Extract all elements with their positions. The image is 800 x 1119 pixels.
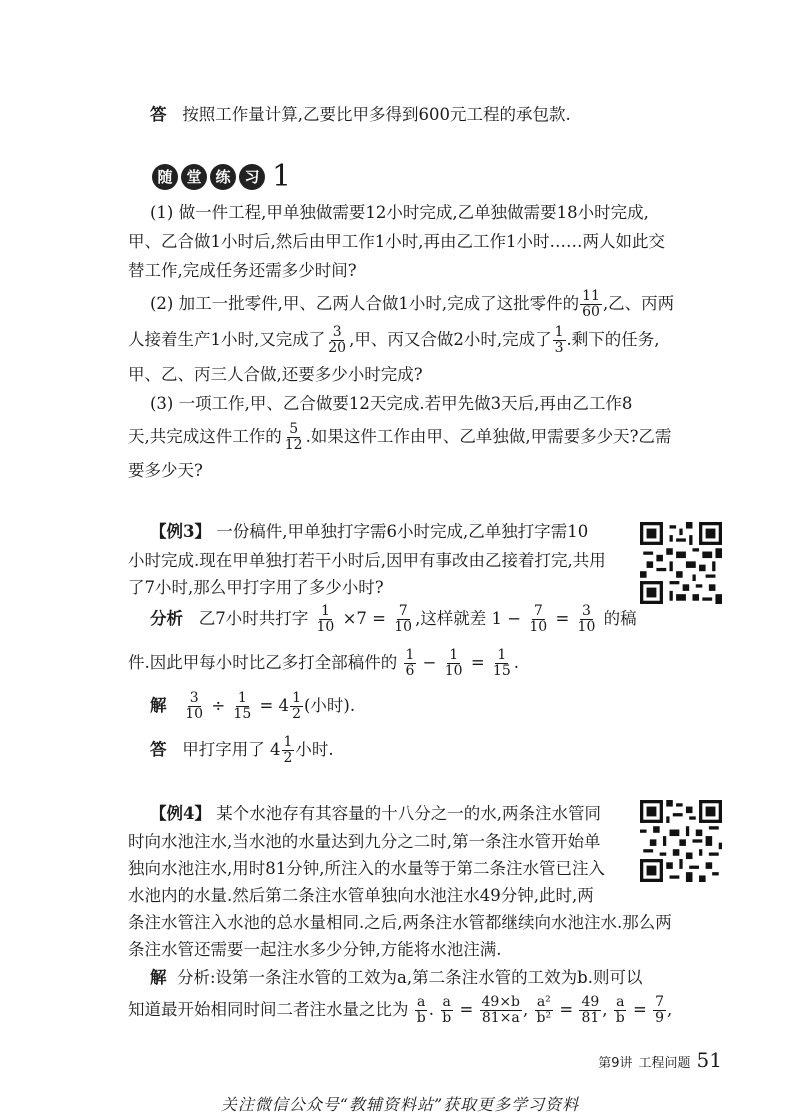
fraction: $\frac{1}{6}$ bbox=[405, 647, 415, 679]
fraction: $\frac{1}{10}$ bbox=[316, 603, 335, 635]
fraction: $\frac{a}{b}$ bbox=[416, 994, 426, 1026]
fraction: $\frac{49}{81}$ bbox=[581, 994, 600, 1026]
ex4-solution-line1: 解 分析:设第一条注水管的工效为a,第二条注水管的工效为b.则可以 bbox=[150, 968, 643, 987]
ex3-analysis-line1: 分析 乙7小时共打字 $\frac{1}{10}$ ×7 = $\frac{7}{10}$ ,这样就差 1 − $\frac{7}{10}$ = $\frac{3}{10}$ 的稿 bbox=[150, 603, 637, 635]
ex3-solution: 解 $\frac{3}{10}$ ÷ $\frac{1}{15}$ = 4 $\frac{1}{2}$ (小时). bbox=[150, 690, 356, 722]
fraction: $\frac{7}{9}$ bbox=[655, 994, 664, 1026]
fraction: $\frac{3}{20}$ bbox=[328, 324, 347, 356]
practice-p1-line1: (1) 做一件工程,甲单独做需要12小时完成,乙单独做需要18小时完成, bbox=[150, 203, 649, 222]
fraction: $\frac{a}{b}$ bbox=[442, 994, 452, 1026]
practice-badge-1: 随 bbox=[152, 164, 178, 190]
practice-p3-line3: 要多少天? bbox=[128, 461, 203, 480]
practice-badge-3: 练 bbox=[210, 164, 236, 190]
ex4-line5: 条注水管注入水池的总水量相同.之后,两条注水管都继续向水池注水.那么两 bbox=[128, 913, 672, 932]
fraction: $\frac{\text{a²}}{\text{b²}}$ bbox=[536, 994, 552, 1026]
fraction: $\frac{1}{15}$ bbox=[492, 647, 511, 679]
ex4-line3: 独向水池注水,用时81分钟,所注入的水量等于第二条注水管已注入 bbox=[128, 859, 605, 878]
practice-p2-line1: (2) 加工一批零件,甲、乙两人合做1小时,完成了这批零件的 $\frac{11}{60}$ ,乙、丙两 bbox=[150, 288, 675, 320]
practice-number: 1 bbox=[272, 159, 292, 194]
fraction: $\frac{1}{15}$ bbox=[233, 690, 252, 722]
ex3-line2: 小时完成.现在甲单独打若干小时后,因甲有事改由乙接着打完,共用 bbox=[128, 551, 606, 570]
fraction: $\frac{7}{10}$ bbox=[394, 603, 413, 635]
qr-code-ex3 bbox=[640, 522, 722, 604]
practice-header bbox=[152, 159, 292, 194]
ex4-line6: 条注水管还需要一起注水多少分钟,方能将水池注满. bbox=[128, 940, 502, 959]
practice-p2-line3: 甲、乙、丙三人合做,还要多少小时完成? bbox=[128, 365, 423, 384]
footer-lecture: 第9讲 bbox=[598, 1056, 633, 1071]
ex4-solution-line2: 知道最开始相同时间二者注水量之比为 $\frac{a}{b}$ . $\frac{a}{b}$ = $\frac{49\times b}{81\times a}$ , $\frac{\text{a²}}{\text{b²}}$ = $\frac{49}{81}$ , $\frac{a}{b}$ = $\frac{7}{9}$ , bbox=[128, 994, 673, 1026]
top-answer: 答 按照工作量计算,乙要比甲多得到600元工程的承包款. bbox=[150, 105, 571, 124]
practice-p1-line3: 替工作,完成任务还需多少时间? bbox=[128, 261, 357, 280]
fraction: $\frac{1}{10}$ bbox=[444, 647, 463, 679]
page-footer bbox=[598, 1048, 722, 1072]
fraction: $\frac{11}{60}$ bbox=[582, 288, 600, 320]
page-number: 51 bbox=[696, 1048, 722, 1072]
practice-badge-2: 堂 bbox=[181, 164, 207, 190]
fraction: $\frac{5}{12}$ bbox=[284, 421, 303, 453]
footer-title: 工程问题 bbox=[638, 1056, 691, 1071]
promo-banner: 关注微信公众号“教辅资料站”获取更多学习资料 bbox=[220, 1095, 580, 1114]
ex4-line1: 【例4】 某个水池存有其容量的十八分之一的水,两条注水管同 bbox=[150, 804, 601, 823]
ex3-analysis-line2: 件.因此甲每小时比乙多打全部稿件的 $\frac{1}{6}$ − $\frac{1}{10}$ = $\frac{1}{15}$ . bbox=[128, 647, 519, 679]
fraction: $\frac{3}{10}$ bbox=[185, 690, 204, 722]
ex3-line3: 了7小时,那么甲打字用了多少小时? bbox=[128, 578, 384, 597]
fraction: $\frac{49\times b}{81\times a}$ bbox=[481, 994, 521, 1026]
practice-p3-line1: (3) 一项工作,甲、乙合做要12天完成.若甲先做3天后,再由乙工作8 bbox=[150, 394, 633, 413]
ex4-line4: 水池内的水量.然后第二条注水管单独向水池注水49分钟,此时,两 bbox=[128, 886, 594, 905]
ex3-answer: 答 甲打字用了 4 $\frac{1}{2}$ 小时. bbox=[150, 734, 334, 766]
ex3-line1: 【例3】 一份稿件,甲单独打字需6小时完成,乙单独打字需10 bbox=[150, 522, 589, 541]
fraction: $\frac{1}{3}$ bbox=[554, 324, 564, 356]
qr-code-ex4 bbox=[640, 800, 722, 882]
practice-p1-line2: 甲、乙合做1小时后,然后由甲工作1小时,再由乙工作1小时……两人如此交 bbox=[128, 232, 665, 251]
practice-p3-line2: 天,共完成这件工作的 $\frac{5}{12}$ .如果这件工作由甲、乙单独做,甲需要多少天?乙需 bbox=[128, 421, 672, 453]
practice-badge-4: 习 bbox=[239, 164, 265, 190]
fraction: $\frac{1}{2}$ bbox=[292, 690, 301, 722]
fraction: $\frac{1}{2}$ bbox=[283, 734, 293, 766]
fraction: $\frac{3}{10}$ bbox=[577, 603, 596, 635]
fraction: $\frac{7}{10}$ bbox=[529, 603, 548, 635]
practice-p2-line2: 人接着生产1小时,又完成了 $\frac{3}{20}$ ,甲、丙又合做2小时,完成了 $\frac{1}{3}$ .剩下的任务, bbox=[128, 324, 660, 356]
ex4-line2: 时向水池注水,当水池的水量达到九分之二时,第一条注水管开始单 bbox=[128, 832, 601, 851]
fraction: $\frac{a}{b}$ bbox=[615, 994, 625, 1026]
